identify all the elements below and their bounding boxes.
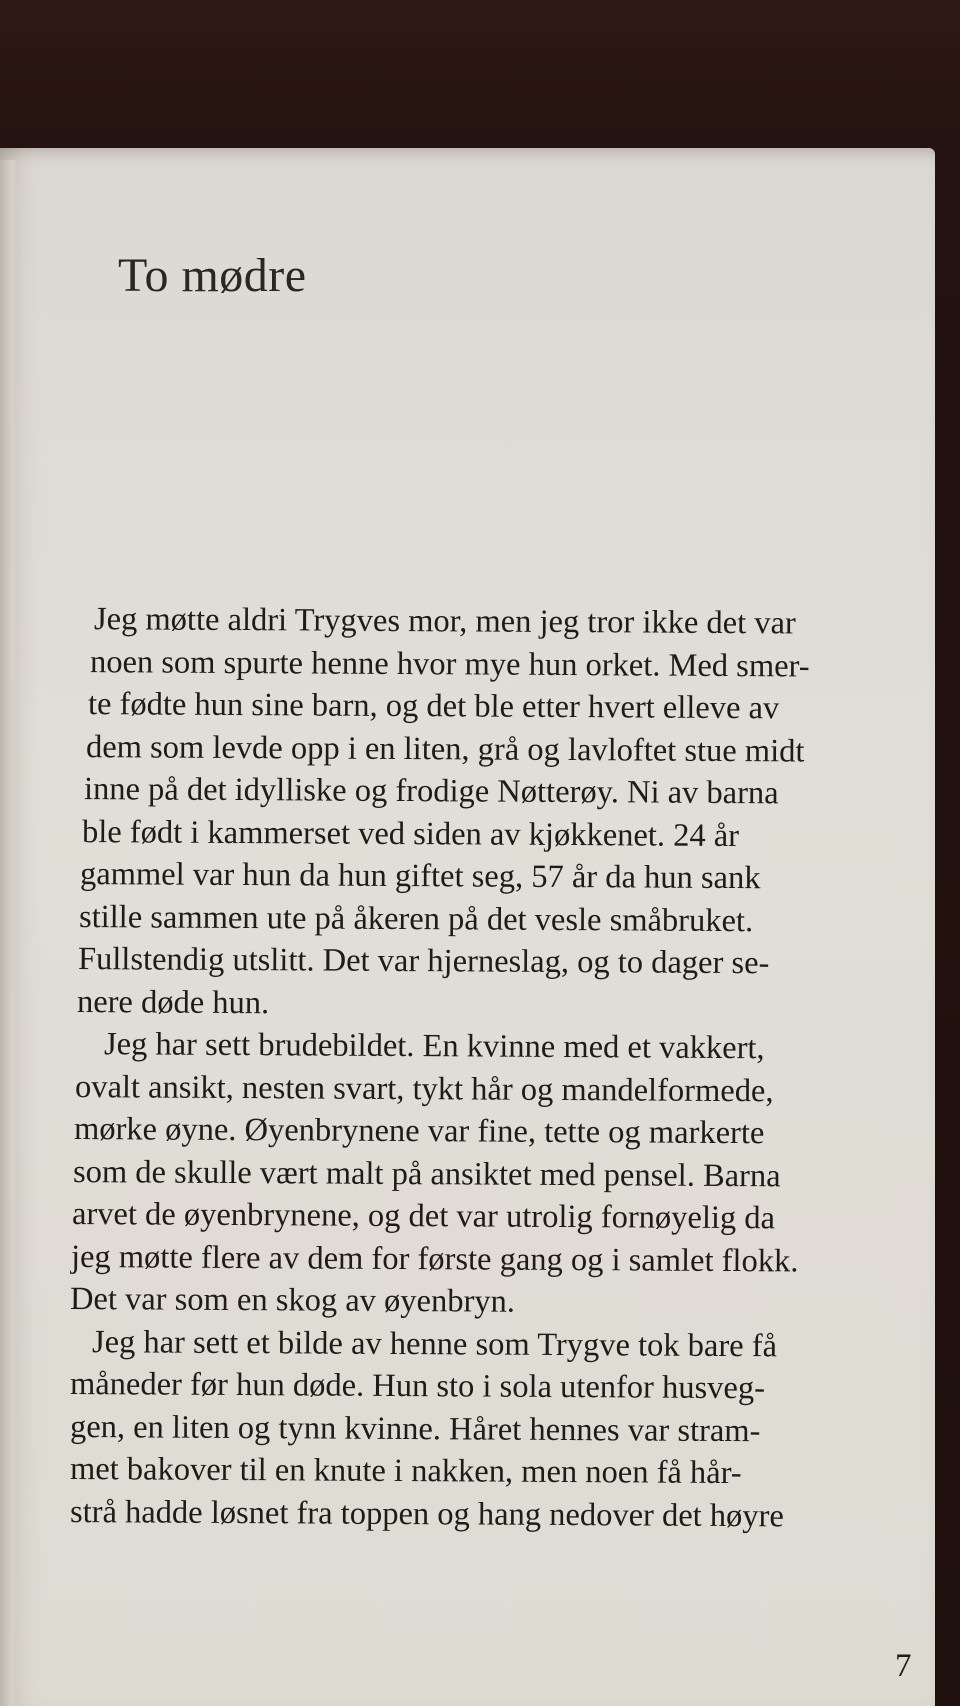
text-line: ble født i kammerset ved siden av kjøkkenet. 24 år (81, 813, 740, 854)
text-line: Fullstendig utslitt. Det var hjerneslag, og to dager se- (77, 941, 770, 982)
text-line: dem som levde opp i en liten, grå og lavloftet stue midt (85, 728, 805, 769)
text-line: jeg møtte flere av dem for første gang og i samlet flokk. (70, 1238, 799, 1279)
text-line: Det var som en skog av øyenbryn. (69, 1281, 516, 1320)
text-line: met bakover til en knute i nakken, men noen få hår- (69, 1451, 742, 1492)
text-line: te fødte hun sine barn, og det ble etter hvert elleve av (87, 686, 780, 727)
text-line: Jeg har sett brudebildet. En kvinne med et vakkert, (103, 1026, 765, 1067)
text-line: ovalt ansikt, nesten svart, tykt hår og mandelformede, (74, 1068, 774, 1109)
text-line: stille sammen ute på åkeren på det vesle småbruket. (78, 898, 754, 939)
text-line: arvet de øyenbrynene, og det var utrolig fornøyelig da (71, 1196, 776, 1237)
chapter-title: To mødre (118, 249, 307, 302)
text-line: Jeg har sett et bilde av henne som Trygve tok bare få (91, 1323, 778, 1364)
text-line: måneder før hun døde. Hun sto i sola utenfor husveg- (69, 1366, 766, 1407)
page-edge (0, 160, 18, 1706)
text-line: mørke øyne. Øyenbrynene var fine, tette og markerte (73, 1111, 765, 1152)
body-text (70, 598, 910, 1533)
text-line: Jeg møtte aldri Trygves mor, men jeg tror ikke det var (93, 601, 796, 642)
text-line: noen som spurte henne hvor mye hun orket. Med smer- (89, 643, 810, 685)
text-line: inne på det idylliske og frodige Nøtterøy. Ni av barna (83, 771, 779, 812)
text-line: gammel var hun da hun giftet seg, 57 år da hun sank (79, 856, 761, 897)
text-line: som de skulle vært malt på ansiktet med pensel. Barna (72, 1153, 781, 1194)
text-line: strå hadde løsnet fra toppen og hang nedover det høyre (69, 1493, 784, 1534)
text-line: gen, en liten og tynn kvinne. Håret hennes var stram- (69, 1408, 761, 1449)
text-line: nere døde hun. (76, 983, 270, 1021)
page-number: 7 (895, 1648, 912, 1684)
